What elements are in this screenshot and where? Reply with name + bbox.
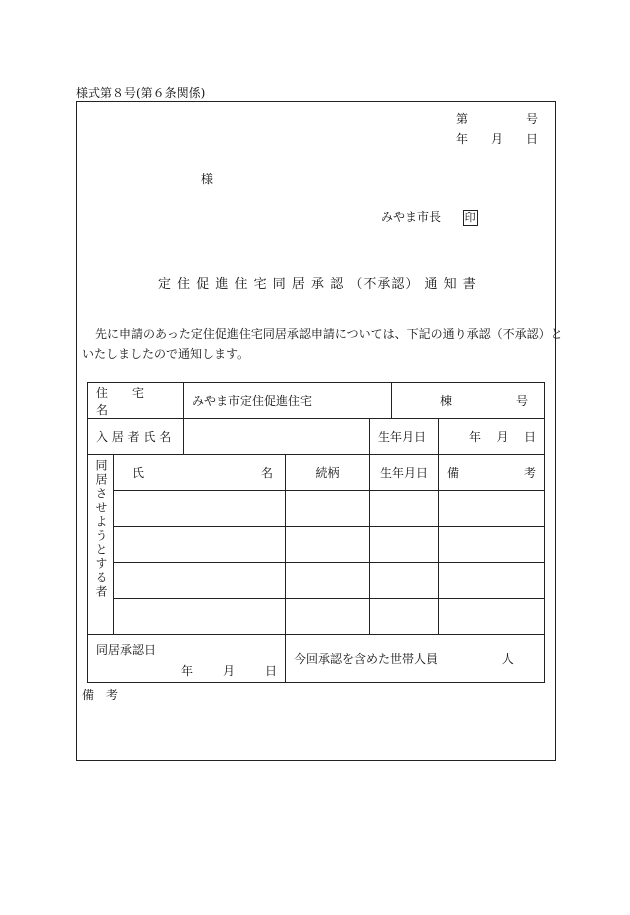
date-year: 年 bbox=[456, 132, 469, 146]
column-dob-header: 生年月日 bbox=[370, 455, 439, 491]
body-text-line-2: いたしましたので通知します。 bbox=[82, 347, 250, 361]
doc-no-suffix: 号 bbox=[525, 112, 538, 126]
document-number-line bbox=[456, 110, 538, 127]
cohabitant-vertical-label bbox=[88, 455, 114, 635]
date-day: 日 bbox=[525, 132, 538, 146]
approval-year: 年 bbox=[180, 664, 193, 678]
cohabitant-vertical-text: 同居させようとする者 bbox=[93, 459, 108, 599]
table-row bbox=[88, 599, 545, 635]
addressee-suffix: 様 bbox=[201, 172, 214, 186]
col-name-1: 氏 bbox=[132, 466, 145, 480]
seal-mark: 印 bbox=[464, 211, 476, 224]
cohab-dob-cell bbox=[370, 491, 439, 527]
approval-day: 日 bbox=[265, 664, 278, 678]
col-name-2: 名 bbox=[261, 466, 274, 480]
table-row bbox=[88, 635, 545, 683]
cohab-remarks-cell bbox=[439, 491, 545, 527]
building-unit-cell bbox=[392, 383, 545, 419]
household-unit: 人 bbox=[501, 652, 514, 666]
address-value: みやま市定住促進住宅 bbox=[184, 383, 392, 419]
table-row bbox=[88, 491, 545, 527]
issuer-name: みやま市長 bbox=[381, 210, 442, 224]
document-title: 定 住 促 進 住 宅 同 居 承 認 （不承認） 通 知 書 bbox=[158, 277, 477, 292]
dob-year: 年 bbox=[469, 430, 482, 444]
address-label: 住 宅 名 bbox=[88, 383, 184, 419]
remarks-label: 備 考 bbox=[82, 688, 119, 702]
cohab-name-cell bbox=[114, 527, 286, 563]
approval-date-cell bbox=[88, 635, 286, 683]
doc-no-prefix: 第 bbox=[456, 112, 469, 126]
table-row bbox=[88, 383, 545, 419]
date-month: 月 bbox=[490, 132, 503, 146]
cohab-relation-cell bbox=[286, 527, 370, 563]
cohab-relation-cell bbox=[286, 563, 370, 599]
tenant-dob-value bbox=[439, 419, 545, 455]
cohab-dob-cell bbox=[370, 599, 439, 635]
column-remarks-header bbox=[439, 455, 545, 491]
cohab-remarks-cell bbox=[439, 563, 545, 599]
tenant-dob-label: 生年月日 bbox=[370, 419, 439, 455]
table-row bbox=[88, 419, 545, 455]
col-remarks-1: 備 bbox=[447, 466, 460, 480]
col-remarks-2: 考 bbox=[524, 466, 537, 480]
approval-date-label: 同居承認日 bbox=[96, 643, 157, 657]
table-row bbox=[88, 455, 545, 491]
body-text-line-1: 先に申請のあった定住促進住宅同居承認申請については、下記の通り承認（不承認）と bbox=[95, 327, 563, 341]
dob-day: 日 bbox=[523, 430, 536, 444]
column-relation-header: 続柄 bbox=[286, 455, 370, 491]
cohab-relation-cell bbox=[286, 491, 370, 527]
cohab-remarks-cell bbox=[439, 599, 545, 635]
dob-month: 月 bbox=[496, 430, 509, 444]
table-row bbox=[88, 527, 545, 563]
cohab-dob-cell bbox=[370, 527, 439, 563]
tenant-name-value bbox=[184, 419, 370, 455]
cohab-name-cell bbox=[114, 491, 286, 527]
notice-table bbox=[87, 382, 545, 683]
cohab-relation-cell bbox=[286, 599, 370, 635]
form-number: 様式第８号(第６条関係) bbox=[76, 86, 206, 100]
tenant-label: 入 居 者 氏 名 bbox=[88, 419, 184, 455]
cohab-name-cell bbox=[114, 599, 286, 635]
cohab-name-cell bbox=[114, 563, 286, 599]
cohab-remarks-cell bbox=[439, 527, 545, 563]
building-label: 棟 bbox=[440, 394, 453, 408]
unit-label: 号 bbox=[516, 394, 529, 408]
approval-month: 月 bbox=[222, 664, 235, 678]
column-name-header bbox=[114, 455, 286, 491]
household-count-cell bbox=[286, 635, 545, 683]
household-label: 今回承認を含めた世帯人員 bbox=[294, 652, 439, 666]
issuer-line bbox=[381, 208, 478, 226]
table-row bbox=[88, 563, 545, 599]
cohab-dob-cell bbox=[370, 563, 439, 599]
issue-date-line bbox=[456, 130, 538, 147]
